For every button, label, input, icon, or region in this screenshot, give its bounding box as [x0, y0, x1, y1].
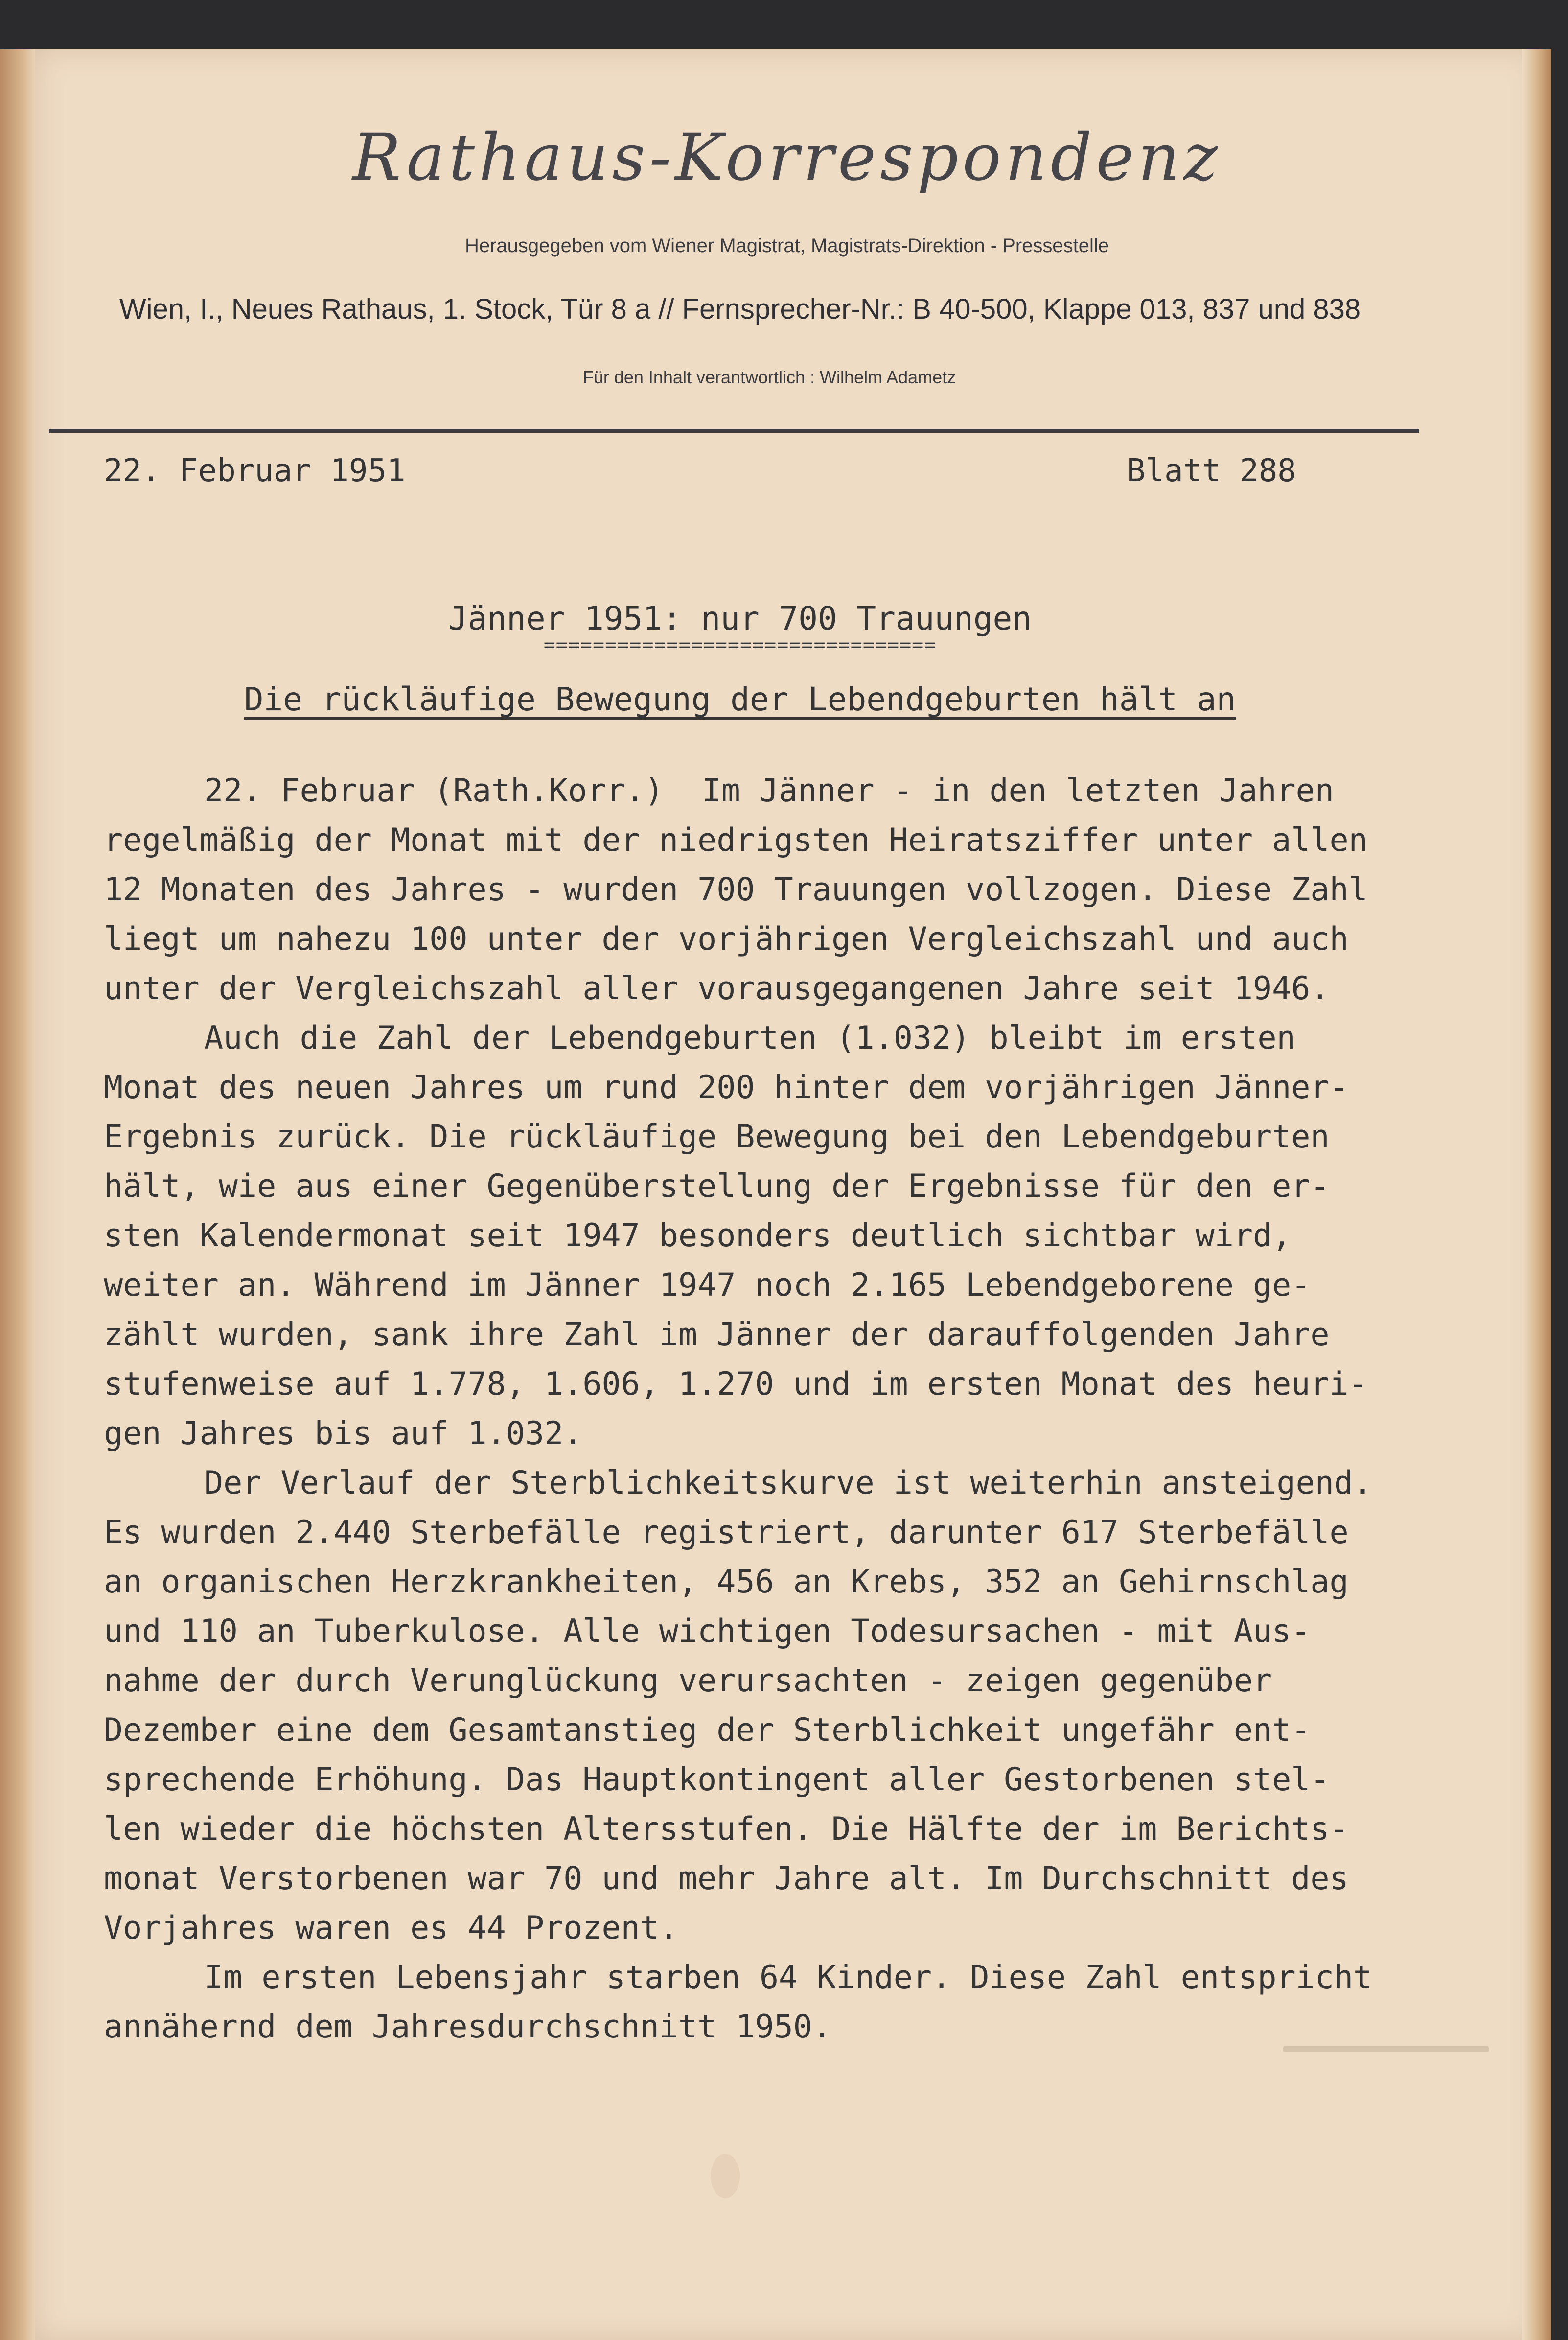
page-edge-left [0, 49, 39, 2340]
masthead-address: Wien, I., Neues Rathaus, 1. Stock, Tür 8 a // Fernsprecher-Nr.: B 40-500, Klappe 013, 837 und 838 [119, 293, 1361, 325]
body-line: regelmäßig der Monat mit der niedrigsten Heiratsziffer unter allen [104, 822, 1368, 859]
body-line: Der Verlauf der Sterblichkeitskurve ist weiterhin ansteigend. [204, 1465, 1373, 1501]
body-line: annähernd dem Jahresdurchschnitt 1950. [104, 2009, 832, 2045]
article-body [104, 766, 1484, 2052]
article-subheadline [35, 680, 1445, 718]
body-line: weiter an. Während im Jänner 1947 noch 2.165 Lebendgeborene ge- [104, 1267, 1311, 1304]
body-line: Auch die Zahl der Lebendgeburten (1.032) bleibt im ersten [204, 1020, 1296, 1056]
body-line: zählt wurden, sank ihre Zahl im Jänner der darauffolgenden Jahre [104, 1316, 1330, 1353]
masthead-responsible: Für den Inhalt verantwortlich : Wilhelm Adametz [582, 367, 956, 387]
body-line: Monat des neuen Jahres um rund 200 hinter dem vorjährigen Jänner- [104, 1069, 1349, 1106]
body-line: Es wurden 2.440 Sterbefälle registriert, darunter 617 Sterbefälle [104, 1514, 1349, 1551]
body-line: monat Verstorbenen war 70 und mehr Jahre alt. Im Durchschnitt des [104, 1860, 1349, 1897]
headline-underline: ================================ [543, 634, 937, 656]
body-line: sprechende Erhöhung. Das Hauptkontingent aller Gestorbenen stel- [104, 1761, 1330, 1798]
body-line: nahme der durch Verunglückung verursachten - zeigen gegenüber [104, 1662, 1272, 1699]
body-line: stufenweise auf 1.778, 1.606, 1.270 und im ersten Monat des heuri- [104, 1366, 1368, 1403]
masthead-publisher: Herausgegeben vom Wiener Magistrat, Magistrats-Direktion - Pressestelle [464, 235, 1109, 257]
body-line: Dezember eine dem Gesamtanstieg der Sterblichkeit ungefähr ent- [104, 1712, 1311, 1749]
body-line: Im ersten Lebensjahr starben 64 Kinder. Diese Zahl entspricht [204, 1959, 1373, 1996]
sheet-number: Blatt 288 [1127, 453, 1296, 489]
page-edge-right [1522, 49, 1551, 2340]
issue-date: 22. Februar 1951 [104, 453, 406, 489]
body-line: gen Jahres bis auf 1.032. [104, 1415, 583, 1452]
masthead-title: Rathaus-Korrespondenz [352, 120, 1222, 195]
body-line: Vorjahres waren es 44 Prozent. [104, 1910, 678, 1946]
body-line: und 110 an Tuberkulose. Alle wichtigen Todesursachen - mit Aus- [104, 1613, 1311, 1650]
body-line: liegt um nahezu 100 unter der vorjährigen Vergleichszahl und auch [104, 921, 1349, 958]
masthead-rule [49, 429, 1419, 433]
body-line: 22. Februar (Rath.Korr.) Im Jänner - in den letzten Jahren [204, 772, 1334, 809]
paper-stain [711, 2154, 740, 2198]
body-line: hält, wie aus einer Gegenüberstellung der Ergebnisse für den er- [104, 1168, 1330, 1205]
body-line: 12 Monaten des Jahres - wurden 700 Trauungen vollzogen. Diese Zahl [104, 871, 1368, 908]
body-line: Ergebnis zurück. Die rückläufige Bewegung bei den Lebendgeburten [104, 1119, 1330, 1155]
body-line: unter der Vergleichszahl aller vorausgegangenen Jahre seit 1946. [104, 970, 1330, 1007]
document-page [35, 49, 1539, 2340]
article-subheadline-text: Die rückläufige Bewegung der Lebendgeburten hält an [244, 680, 1236, 718]
body-line: sten Kalendermonat seit 1947 besonders deutlich sichtbar wird, [104, 1217, 1291, 1254]
body-line: an organischen Herzkrankheiten, 456 an Krebs, 352 an Gehirnschlag [104, 1564, 1349, 1600]
article-headline: Jänner 1951: nur 700 Trauungen [448, 600, 1032, 637]
body-line: len wieder die höchsten Altersstufen. Die Hälfte der im Berichts- [104, 1811, 1349, 1848]
